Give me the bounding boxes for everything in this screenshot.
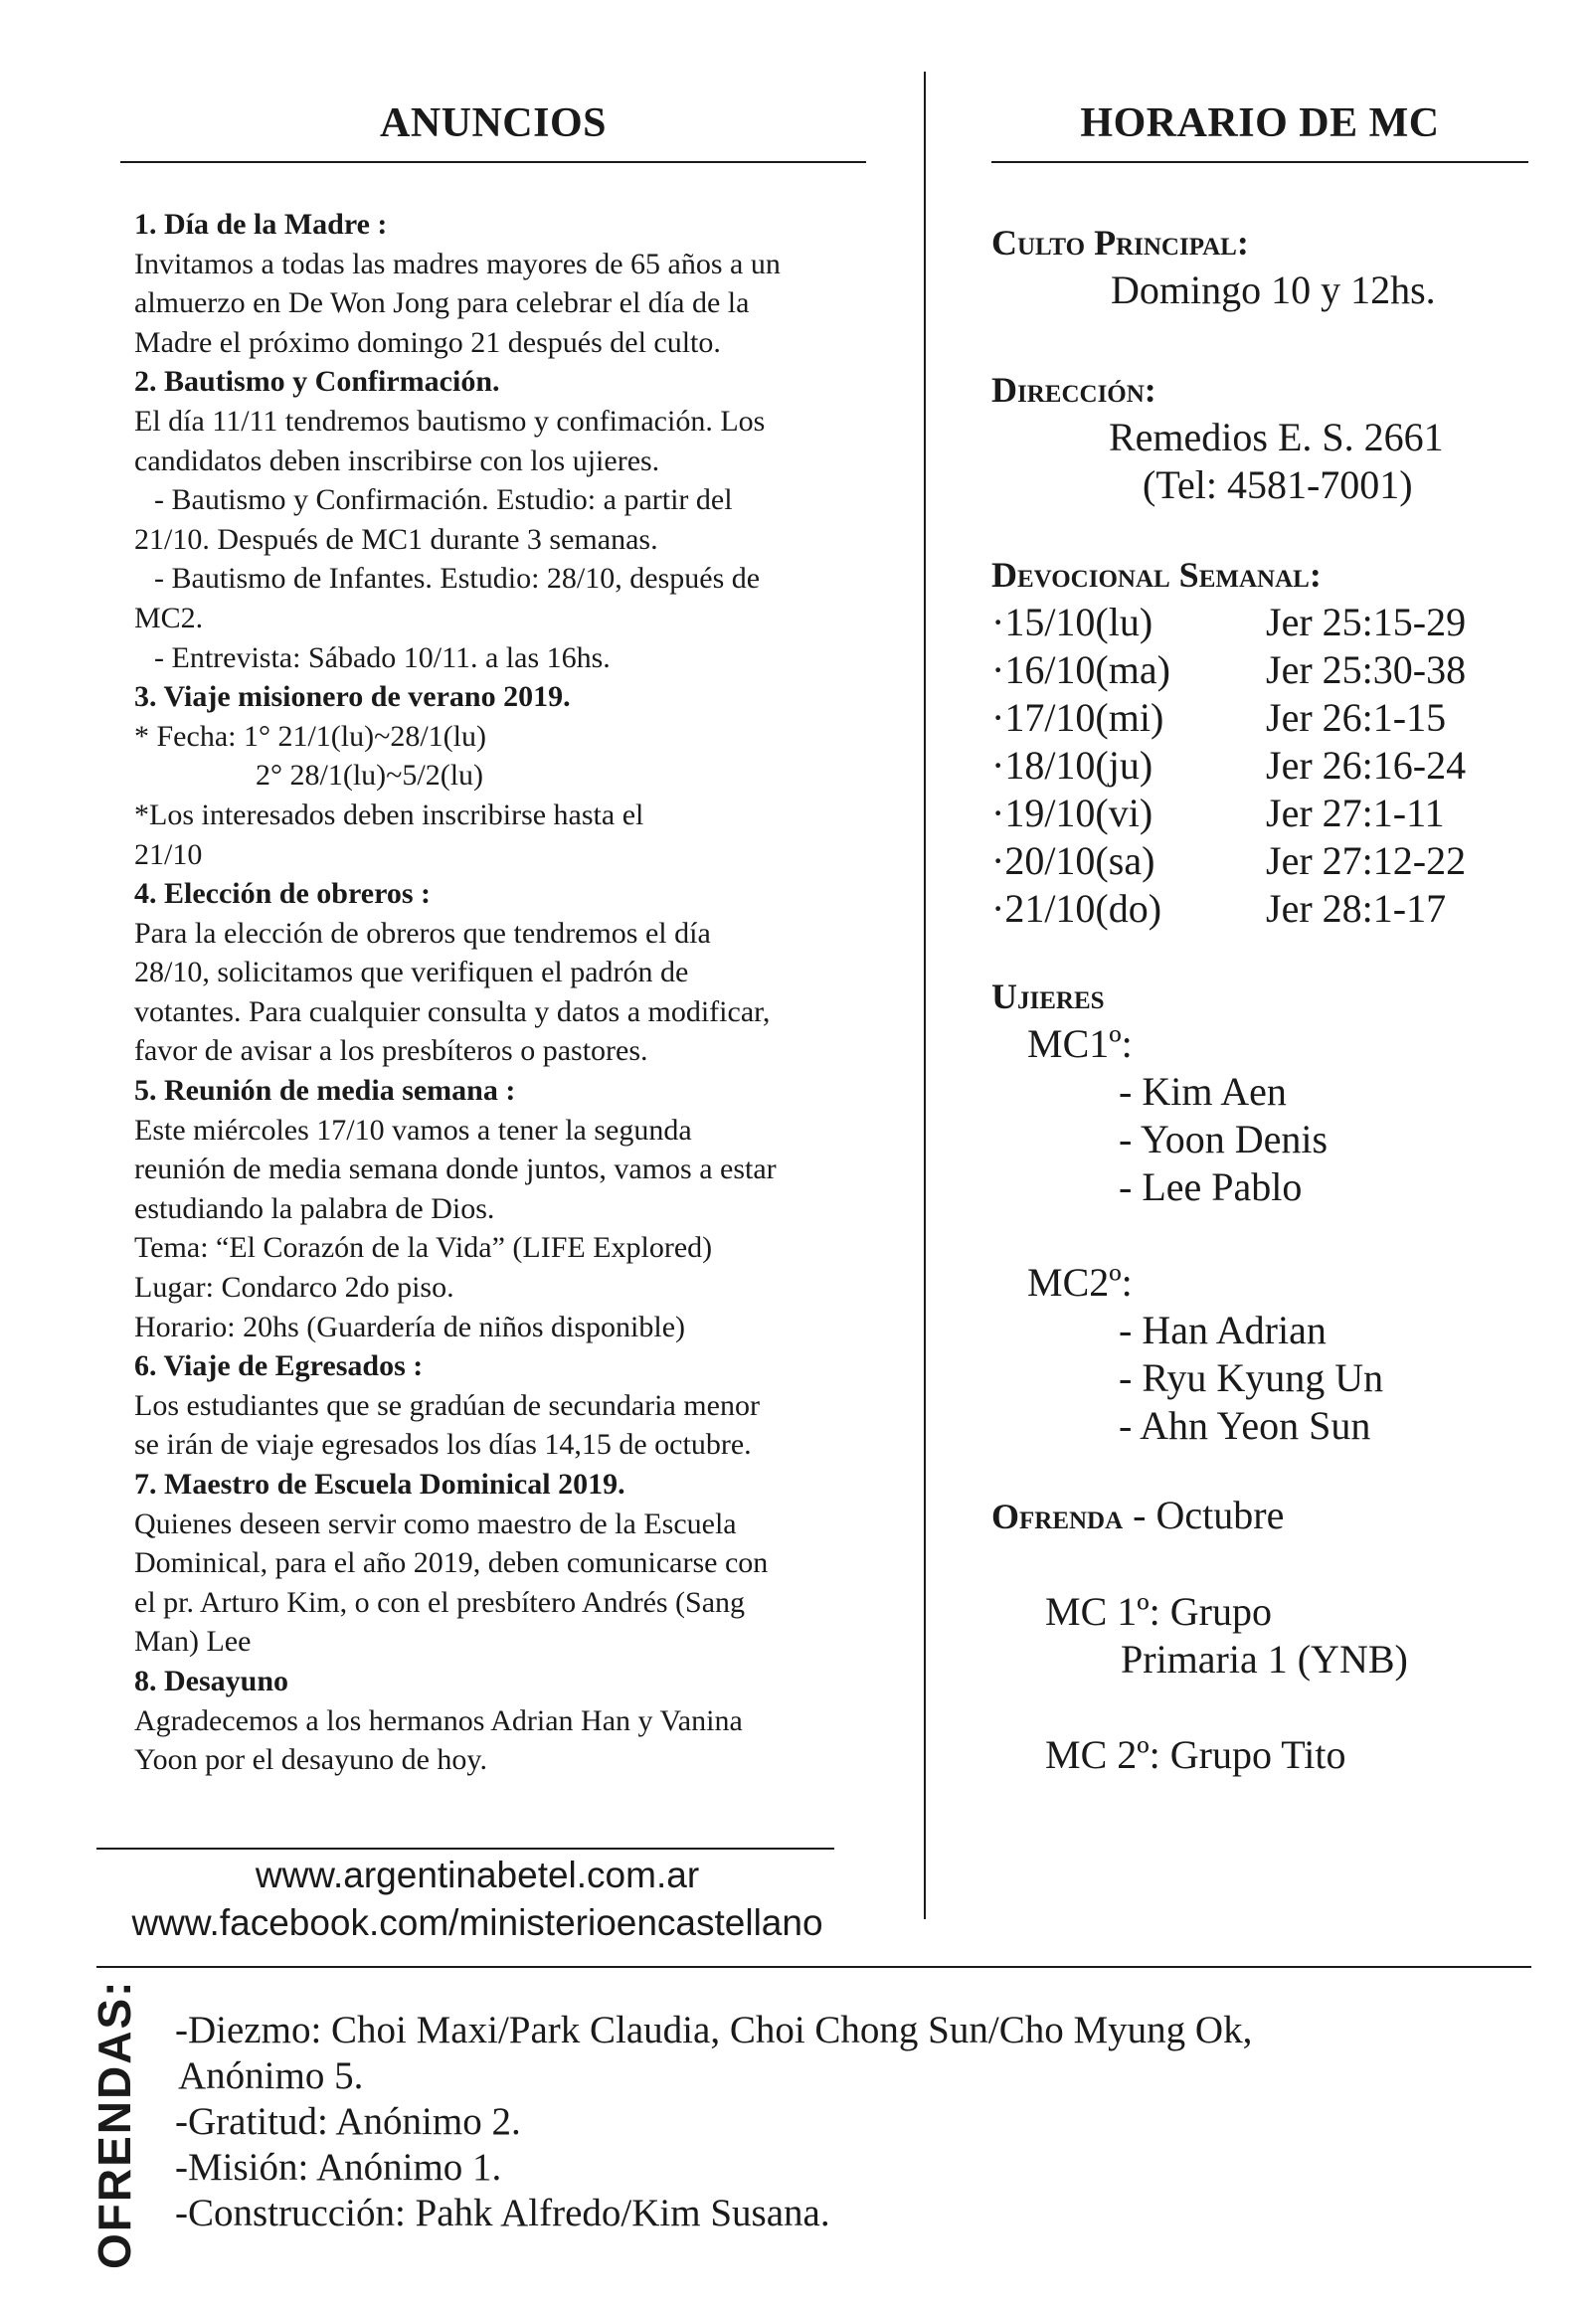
ofrenda-mc1-group: Primaria 1 (YNB)	[1121, 1637, 1408, 1682]
devocional-ref: Jer 28:1-17	[1266, 886, 1447, 931]
announcement-line: Lugar: Condarco 2do piso.	[134, 1271, 454, 1305]
announcement-line: Los estudiantes que se gradúan de secundaria menor	[134, 1388, 760, 1422]
announcement-line: el pr. Arturo Kim, o con el presbítero Andrés (Sang	[134, 1585, 746, 1619]
direccion-section	[991, 366, 1528, 509]
announcement-line: MC2.	[134, 601, 204, 634]
announcements-column	[132, 99, 878, 1780]
devocional-list	[991, 599, 1528, 933]
ofrenda-mc2: MC 2º: Grupo Tito	[1045, 1732, 1346, 1777]
devocional-day: ·17/10(mi)	[991, 695, 1164, 740]
links-divider	[96, 1848, 834, 1850]
announcement-line: se irán de viaje egresados los días 14,15 de octubre.	[134, 1428, 752, 1462]
announcement-line: 21/10	[134, 837, 203, 871]
mc1-label: MC1º:	[1027, 1021, 1133, 1066]
ofrenda-line: Anónimo 5.	[178, 2054, 364, 2097]
ujieres-section	[991, 973, 1528, 1450]
announcement-line: Este miércoles 17/10 vamos a tener la segunda	[134, 1113, 692, 1147]
announcement-title: 8. Desayuno	[134, 1664, 289, 1697]
devocional-day: ·16/10(ma)	[991, 647, 1170, 692]
devocional-row	[991, 790, 1528, 837]
announcement-title: 4. Elección de obreros :	[134, 877, 432, 911]
devocional-row	[991, 837, 1528, 885]
ofrendas-list	[175, 2008, 1252, 2236]
announcements-heading: ANUNCIOS	[120, 99, 866, 163]
devocional-row	[991, 646, 1528, 694]
ofrenda-month: - Octubre	[1123, 1493, 1285, 1537]
ofrenda-section	[991, 1492, 1528, 1779]
announcement-line: El día 11/11 tendremos bautismo y confimación. Los	[134, 404, 766, 438]
devocional-section	[991, 551, 1528, 933]
ofrenda-line: -Misión: Anónimo 1.	[175, 2146, 502, 2189]
announcement-line: votantes. Para cualquier consulta y datos a modificar,	[134, 994, 771, 1028]
announcement-line: favor de avisar a los presbíteros o pastores.	[134, 1034, 648, 1068]
announcement-line: Man) Lee	[134, 1625, 252, 1659]
devocional-ref: Jer 25:30-38	[1266, 647, 1467, 692]
ofrenda-line: -Diezmo: Choi Maxi/Park Claudia, Choi Chong Sun/Cho Myung Ok,	[175, 2009, 1253, 2051]
announcement-line: Para la elección de obreros que tendremos el día	[134, 916, 711, 950]
announcement-line: Horario: 20hs (Guardería de niños disponible)	[134, 1310, 686, 1343]
announcement-line: - Bautismo y Confirmación. Estudio: a partir del	[154, 483, 733, 517]
announcement-line: candidatos deben inscribirse con los ujieres.	[134, 444, 660, 477]
schedule-heading: HORARIO DE MC	[991, 99, 1528, 163]
announcement-title: 6. Viaje de Egresados :	[134, 1349, 424, 1383]
schedule-column	[991, 99, 1528, 1779]
devocional-day: ·21/10(do)	[991, 886, 1162, 931]
facebook-link[interactable]: www.facebook.com/ministerioencastellano	[131, 1902, 823, 1943]
devocional-ref: Jer 27:12-22	[1266, 838, 1467, 883]
announcement-line: Yoon por el desayuno de hoy.	[134, 1743, 487, 1777]
announcement-title: 5. Reunión de media semana :	[134, 1074, 516, 1108]
website-link[interactable]: www.argentinabetel.com.ar	[255, 1855, 700, 1895]
announcement-line: Dominical, para el año 2019, deben comunicarse con	[134, 1546, 769, 1580]
announcement-line: *Los interesados deben inscribirse hasta el	[134, 798, 644, 831]
devocional-ref: Jer 27:1-11	[1266, 791, 1445, 835]
devocional-row	[991, 694, 1528, 742]
devocional-row	[991, 885, 1528, 933]
devocional-row	[991, 599, 1528, 646]
announcement-line: Agradecemos a los hermanos Adrian Han y Vanina	[134, 1703, 743, 1737]
devocional-ref: Jer 26:16-24	[1266, 743, 1467, 788]
direccion-address: Remedios E. S. 2661	[1109, 415, 1444, 459]
ujier-name: - Ryu Kyung Un	[1119, 1355, 1384, 1400]
ujier-name: - Ahn Yeon Sun	[1119, 1403, 1371, 1448]
ujier-name: - Kim Aen	[1119, 1069, 1287, 1114]
announcement-line: 28/10, solicitamos que verifiquen el padrón de	[134, 956, 689, 989]
announcement-line: Quienes deseen servir como maestro de la Escuela	[134, 1507, 737, 1540]
announcement-line: - Entrevista: Sábado 10/11. a las 16hs.	[154, 640, 611, 674]
announcement-line: almuerzo en De Won Jong para celebrar el día de la	[134, 286, 750, 320]
announcement-title: 2. Bautismo y Confirmación.	[134, 365, 500, 399]
ofrenda-mc1: MC 1º: Grupo	[1045, 1589, 1272, 1634]
announcement-line: Tema: “El Corazón de la Vida” (LIFE Explored)	[134, 1231, 713, 1265]
column-divider	[924, 72, 926, 1919]
devocional-day: ·15/10(lu)	[991, 600, 1153, 644]
announcement-line: Invitamos a todas las madres mayores de 65 años a un	[134, 247, 781, 280]
culto-title: Culto Principal:	[991, 223, 1249, 263]
culto-section	[991, 219, 1528, 314]
devocional-day: ·20/10(sa)	[991, 838, 1155, 883]
direccion-phone: (Tel: 4581-7001)	[1143, 462, 1413, 507]
devocional-title: Devocional Semanal:	[991, 555, 1322, 595]
announcement-line: Madre el próximo domingo 21 después del culto.	[134, 325, 721, 359]
announcement-title: 7. Maestro de Escuela Dominical 2019.	[134, 1468, 625, 1501]
announcement-title: 1. Día de la Madre :	[134, 208, 388, 241]
announcement-line: estudiando la palabra de Dios.	[134, 1191, 495, 1225]
devocional-row	[991, 742, 1528, 790]
devocional-day: ·18/10(ju)	[991, 743, 1153, 788]
devocional-day: ·19/10(vi)	[991, 791, 1153, 835]
ofrenda-title-label: Ofrenda	[991, 1497, 1124, 1536]
ujier-name: - Yoon Denis	[1119, 1117, 1329, 1161]
announcement-title: 3. Viaje misionero de verano 2019.	[134, 680, 571, 714]
announcement-line: * Fecha: 1° 21/1(lu)~28/1(lu)	[134, 719, 486, 753]
ujieres-title: Ujieres	[991, 976, 1105, 1016]
announcement-line: 21/10. Después de MC1 durante 3 semanas.	[134, 522, 658, 556]
ofrenda-line: -Construcción: Pahk Alfredo/Kim Susana.	[175, 2192, 830, 2234]
section-divider	[96, 1966, 1531, 1968]
direccion-title: Dirección:	[991, 370, 1156, 410]
ofrendas-label: OFRENDAS:	[89, 1979, 140, 2269]
announcement-line: reunión de media semana donde juntos, vamos a estar	[134, 1153, 777, 1186]
ujier-name: - Han Adrian	[1119, 1308, 1327, 1352]
devocional-ref: Jer 26:1-15	[1266, 695, 1447, 740]
mc2-label: MC2º:	[1027, 1260, 1133, 1305]
announcement-line: - Bautismo de Infantes. Estudio: 28/10, después de	[154, 562, 761, 596]
announcements-list	[132, 205, 878, 1780]
culto-time: Domingo 10 y 12hs.	[1111, 267, 1436, 312]
announcement-line: 2° 28/1(lu)~5/2(lu)	[256, 759, 484, 793]
ujier-name: - Lee Pablo	[1119, 1164, 1303, 1209]
ofrenda-title	[991, 1492, 1528, 1540]
ofrenda-line: -Gratitud: Anónimo 2.	[175, 2100, 521, 2143]
footer-links	[60, 1852, 895, 1947]
devocional-ref: Jer 25:15-29	[1266, 600, 1467, 644]
